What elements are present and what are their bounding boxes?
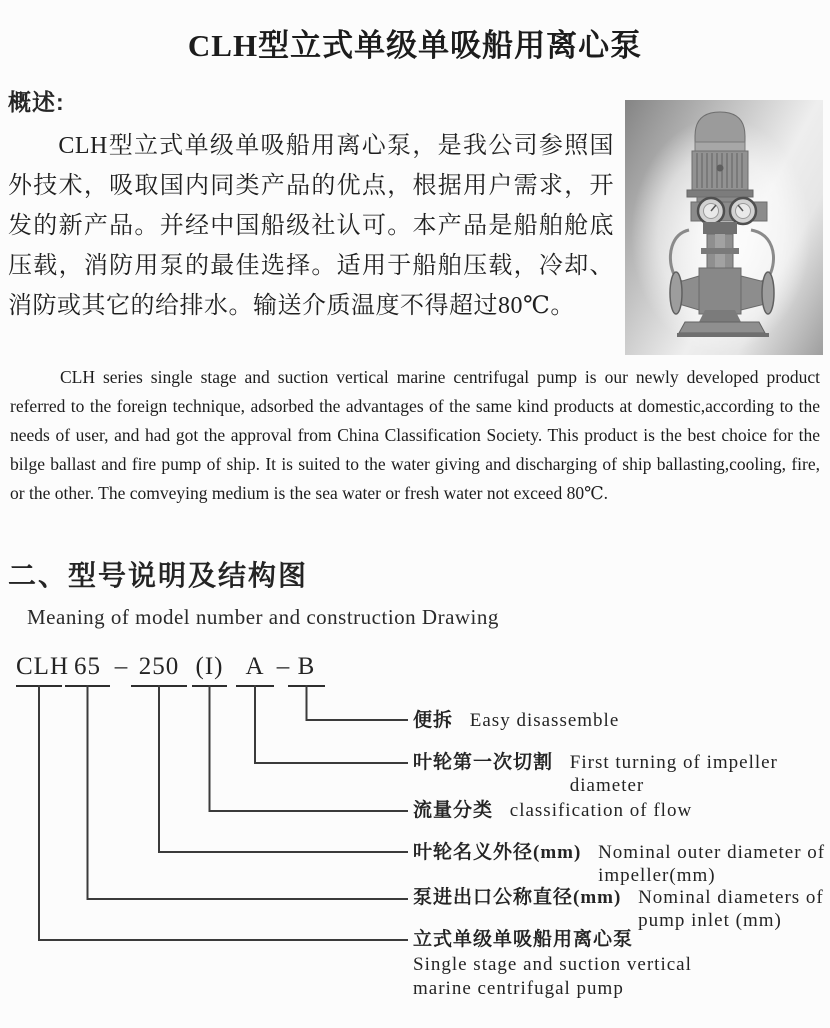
motor-flange	[687, 190, 753, 197]
motor-dome	[695, 112, 745, 142]
diagram-label-flow-classification	[413, 799, 692, 822]
diagram-label-zh: 便拆	[413, 710, 454, 731]
diagram-label-en: Single stage and suction vertical marine centrifugal pump	[413, 954, 692, 999]
overview-paragraph-en: CLH series single stage and suction vertical marine centrifugal pump is our newly developed product referred to the foreign technique, adsorbed the advantages of the same kind products at domestic,according to the needs of user, and had got the approval from China Classification Society. This product is the best choice for the bilge ballast and fire pump of ship. It is suited to the water giving and discharging of ship ballasting,cooling, fire, or the other. The comveying medium is the sea water or fresh water not exceed 80℃.	[10, 367, 820, 503]
valve-cluster	[703, 222, 737, 234]
diagram-label-pump-type	[413, 928, 723, 1001]
diagram-label-en: Nominal diameters of pump inlet (mm)	[638, 887, 824, 931]
diagram-label-zh: 叶轮名义外径(mm)	[413, 842, 582, 863]
pump-foot	[699, 310, 741, 322]
diagram-label-zh: 泵进出口公称直径(mm)	[413, 887, 622, 908]
model-segment-inlet: 65	[65, 651, 110, 687]
model-number-diagram	[0, 645, 830, 1028]
section-heading-en: Meaning of model number and construction Drawing	[27, 605, 499, 629]
model-segment-flow: (I)	[192, 651, 227, 687]
volute-body	[699, 268, 741, 314]
diagram-label-inlet-diameter	[413, 886, 830, 932]
discharge-flange	[762, 272, 774, 314]
overview-heading: 概述:	[8, 89, 65, 115]
diagram-label-first-turning	[413, 751, 805, 797]
model-segment-diameter: 250	[131, 651, 187, 687]
diagram-label-impeller-diameter	[413, 841, 830, 887]
model-segment-cut: A	[236, 651, 274, 687]
diagram-label-zh: 流量分类	[413, 800, 494, 821]
model-segment-easy: B	[288, 651, 325, 687]
model-segment-clh: CLH	[16, 651, 62, 687]
diagram-label-zh: 叶轮第一次切割	[413, 752, 554, 773]
column-shelf	[701, 248, 739, 254]
pump-illustration	[625, 100, 823, 355]
diagram-label-en: Easy disassemble	[469, 710, 620, 731]
overview-paragraph-zh: CLH型立式单级单吸船用离心泵，是我公司参照国外技术，吸取国内同类产品的优点，根据用户需求，开发的新产品。并经中国船级社认可。本产品是船舶舱底压载，消防用泵的最佳选择。适用于船舶压载，冷却、消防或其它的给排水。输送介质温度不得超过80℃。	[8, 133, 614, 319]
motor-badge	[717, 165, 724, 172]
model-separator: –	[276, 653, 290, 680]
diagram-label-easy-disassemble	[413, 709, 619, 732]
diagram-label-zh: 立式单级单吸船用离心泵	[413, 929, 634, 950]
pressure-gauge-right	[730, 198, 756, 224]
base-shadow	[677, 333, 769, 337]
suction-flange	[670, 272, 682, 314]
diagram-label-en: Nominal outer diameter of impeller(mm)	[598, 842, 826, 886]
base-plate	[679, 322, 765, 333]
pressure-gauge-left	[698, 198, 724, 224]
pump-photo	[625, 100, 823, 355]
diagram-label-en: First turning of impeller diameter	[569, 752, 778, 796]
page-title: CLH型立式单级单吸船用离心泵	[187, 28, 643, 63]
model-separator: –	[114, 653, 128, 680]
section-heading-zh: 二、型号说明及结构图	[8, 560, 309, 591]
motor-band	[695, 142, 745, 151]
diagram-label-en: classification of flow	[509, 800, 693, 821]
